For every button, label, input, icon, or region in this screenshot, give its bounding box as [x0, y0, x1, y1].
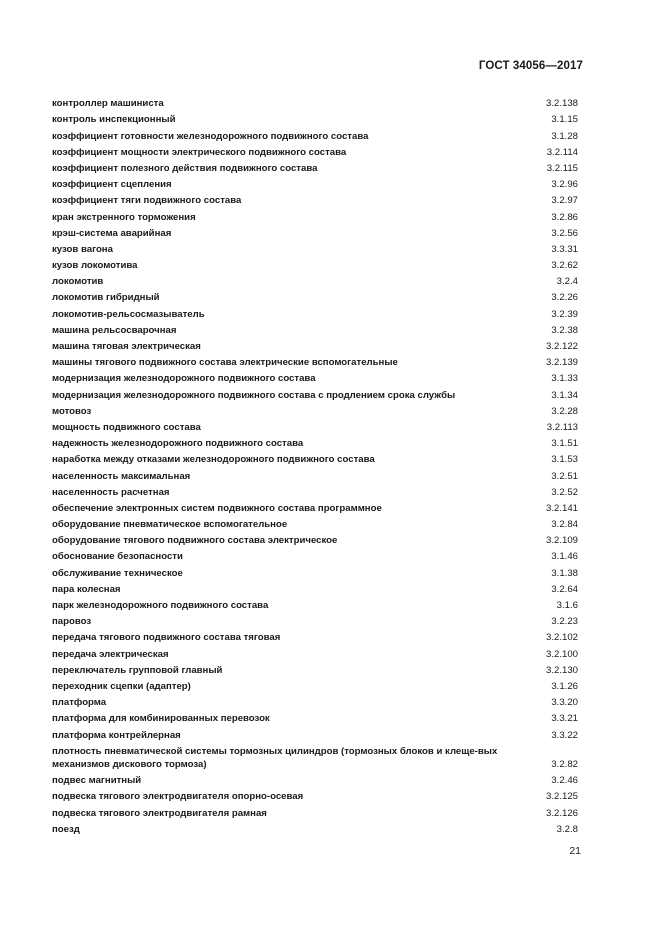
index-reference: 3.1.28	[551, 130, 578, 142]
index-entry	[52, 434, 578, 450]
index-reference: 3.1.26	[551, 680, 578, 692]
index-reference: 3.3.31	[551, 243, 578, 255]
index-reference: 3.2.109	[545, 535, 578, 547]
index-term: подвеска тягового электродвигателя рамная	[52, 807, 267, 819]
index-reference: 3.2.84	[551, 519, 578, 531]
index-entry	[52, 709, 578, 725]
index-entry	[52, 563, 578, 579]
index-reference: 3.1.51	[551, 438, 578, 450]
index-reference: 3.2.97	[551, 195, 578, 207]
alphabetical-index	[52, 94, 578, 836]
index-term: коэффициент полезного действия подвижного состава	[52, 162, 318, 174]
index-reference: 3.2.114	[546, 146, 578, 158]
index-reference: 3.1.34	[551, 389, 578, 401]
index-entry	[52, 353, 578, 369]
page-number: 21	[569, 845, 581, 857]
index-reference: 3.2.126	[545, 807, 578, 819]
index-term: обеспечение электронных систем подвижного состава программное	[52, 502, 382, 514]
index-entry	[52, 369, 578, 385]
index-term: подвес магнитный	[52, 775, 142, 787]
index-entry	[52, 175, 578, 191]
index-reference: 3.2.139	[545, 357, 578, 369]
index-term: наработка между отказами железнодорожного подвижного состава	[52, 454, 375, 466]
index-entry	[52, 110, 578, 126]
index-entry	[52, 288, 578, 304]
index-term: обоснование безопасности	[52, 551, 183, 563]
index-reference: 3.2.64	[551, 583, 578, 595]
index-reference: 3.2.46	[551, 775, 578, 787]
index-term: машина тяговая электрическая	[52, 341, 201, 352]
index-entry	[52, 94, 578, 110]
index-term: коэффициент тяги подвижного состава	[52, 195, 242, 207]
index-reference: 3.2.4	[556, 276, 578, 288]
index-term: подвеска тягового электродвигателя опорно-осевая	[52, 791, 304, 803]
index-term: населенность расчетная	[52, 486, 170, 498]
index-reference: 3.1.33	[551, 373, 578, 385]
index-term: коэффициент мощности электрического подвижного состава	[52, 146, 347, 158]
index-entry	[52, 126, 578, 142]
index-term: кузов локомотива	[52, 260, 138, 272]
index-term: парк железнодорожного подвижного состава	[52, 600, 269, 611]
index-entry	[52, 207, 578, 223]
index-term: населенность максимальная	[52, 470, 191, 482]
index-reference: 3.2.141	[545, 502, 578, 514]
index-reference: 3.3.21	[551, 713, 578, 725]
index-entry	[52, 304, 578, 320]
index-entry	[52, 191, 578, 207]
index-term: коэффициент сцепления	[52, 179, 172, 191]
index-reference: 3.2.8	[556, 823, 578, 835]
index-term: переходник сцепки (адаптер)	[52, 680, 191, 692]
index-reference: 3.3.22	[551, 729, 578, 741]
index-term: локомотив-рельсосмазыватель	[52, 308, 205, 320]
index-entry	[52, 693, 578, 709]
index-entry	[52, 515, 578, 531]
index-term: переключатель групповой главный	[52, 664, 223, 676]
index-term: кузов вагона	[52, 243, 113, 255]
index-term: платформа контрейлерная	[52, 729, 181, 741]
index-entry	[52, 644, 578, 660]
index-term: передача электрическая	[52, 648, 169, 660]
index-entry	[52, 725, 578, 741]
index-entry	[52, 596, 578, 612]
index-entry	[52, 143, 578, 159]
index-reference: 3.3.20	[551, 697, 578, 709]
index-entry	[52, 612, 578, 628]
index-reference: 3.2.138	[545, 98, 578, 110]
index-entry	[52, 742, 578, 772]
index-term: кран экстренного торможения	[52, 211, 196, 223]
index-reference: 3.2.26	[551, 292, 578, 304]
index-term: мотовоз	[52, 405, 92, 417]
index-reference: 3.2.122	[545, 341, 578, 352]
index-reference: 3.2.23	[551, 616, 578, 628]
index-reference: 3.1.53	[551, 454, 578, 466]
index-term: оборудование тягового подвижного состава электрическое	[52, 535, 338, 547]
index-entry	[52, 483, 578, 499]
index-entry	[52, 272, 578, 288]
index-entry	[52, 531, 578, 547]
index-entry	[52, 321, 578, 337]
index-entry	[52, 628, 578, 644]
index-entry	[52, 450, 578, 466]
index-term: платформа для комбинированных перевозок	[52, 713, 270, 725]
index-entry	[52, 499, 578, 515]
index-term: модернизация железнодорожного подвижного состава	[52, 373, 316, 385]
index-entry	[52, 418, 578, 434]
index-term: контроллер машиниста	[52, 98, 164, 110]
index-entry	[52, 677, 578, 693]
standard-designation: ГОСТ 34056—2017	[478, 60, 583, 72]
index-entry	[52, 580, 578, 596]
index-term: паровоз	[52, 616, 92, 628]
index-entry	[52, 661, 578, 677]
index-entry	[52, 256, 578, 272]
index-reference: 3.2.38	[551, 324, 578, 336]
index-reference: 3.1.6	[556, 600, 578, 611]
index-reference: 3.1.38	[551, 567, 578, 579]
index-reference: 3.2.115	[546, 162, 578, 174]
index-term: оборудование пневматическое вспомогательное	[52, 519, 288, 531]
index-entry	[52, 337, 578, 353]
index-reference: 3.2.39	[551, 308, 578, 320]
index-reference: 3.2.51	[551, 470, 578, 482]
index-reference: 3.2.56	[551, 227, 578, 239]
index-reference: 3.1.15	[551, 114, 578, 126]
index-term: машина рельсосварочная	[52, 324, 177, 336]
index-entry	[52, 466, 578, 482]
index-term: обслуживание техническое	[52, 567, 183, 579]
index-term: поезд	[52, 823, 80, 835]
index-reference: 3.1.46	[551, 551, 578, 563]
index-entry	[52, 547, 578, 563]
index-term: машины тягового подвижного состава электрические вспомогательные	[52, 357, 398, 369]
index-reference: 3.2.62	[551, 260, 578, 272]
index-term: локомотив гибридный	[52, 292, 160, 304]
index-reference: 3.2.125	[545, 791, 578, 803]
index-reference: 3.2.102	[545, 632, 578, 644]
index-term: модернизация железнодорожного подвижного состава с продлением срока службы	[52, 389, 456, 401]
index-entry	[52, 787, 578, 803]
index-reference: 3.2.52	[551, 486, 578, 498]
index-term: пара колесная	[52, 583, 121, 595]
index-term: надежность железнодорожного подвижного состава	[52, 438, 304, 450]
index-entry	[52, 224, 578, 240]
index-term: коэффициент готовности железнодорожного подвижного состава	[52, 130, 369, 142]
index-term: платформа	[52, 697, 107, 709]
index-entry	[52, 771, 578, 787]
index-reference: 3.2.130	[545, 664, 578, 676]
index-reference: 3.2.96	[551, 179, 578, 191]
index-entry	[52, 240, 578, 256]
index-reference: 3.2.28	[551, 405, 578, 417]
index-reference: 3.2.86	[551, 211, 578, 223]
index-term: плотность пневматической системы тормозных цилиндров (тормозных блоков и клеще-вых механизмов дискового тормоза)	[52, 746, 498, 770]
index-entry	[52, 385, 578, 401]
index-term: мощность подвижного состава	[52, 421, 201, 433]
index-entry	[52, 159, 578, 175]
index-entry	[52, 803, 578, 819]
index-term: крэш-система аварийная	[52, 227, 172, 239]
index-term: передача тягового подвижного состава тяговая	[52, 632, 281, 644]
index-reference: 3.2.100	[545, 648, 578, 660]
index-reference: 3.2.113	[546, 421, 578, 433]
index-entry	[52, 820, 578, 836]
index-term: локомотив	[52, 276, 104, 288]
index-term: контроль инспекционный	[52, 114, 176, 126]
index-entry	[52, 402, 578, 418]
index-reference: 3.2.82	[551, 759, 578, 770]
